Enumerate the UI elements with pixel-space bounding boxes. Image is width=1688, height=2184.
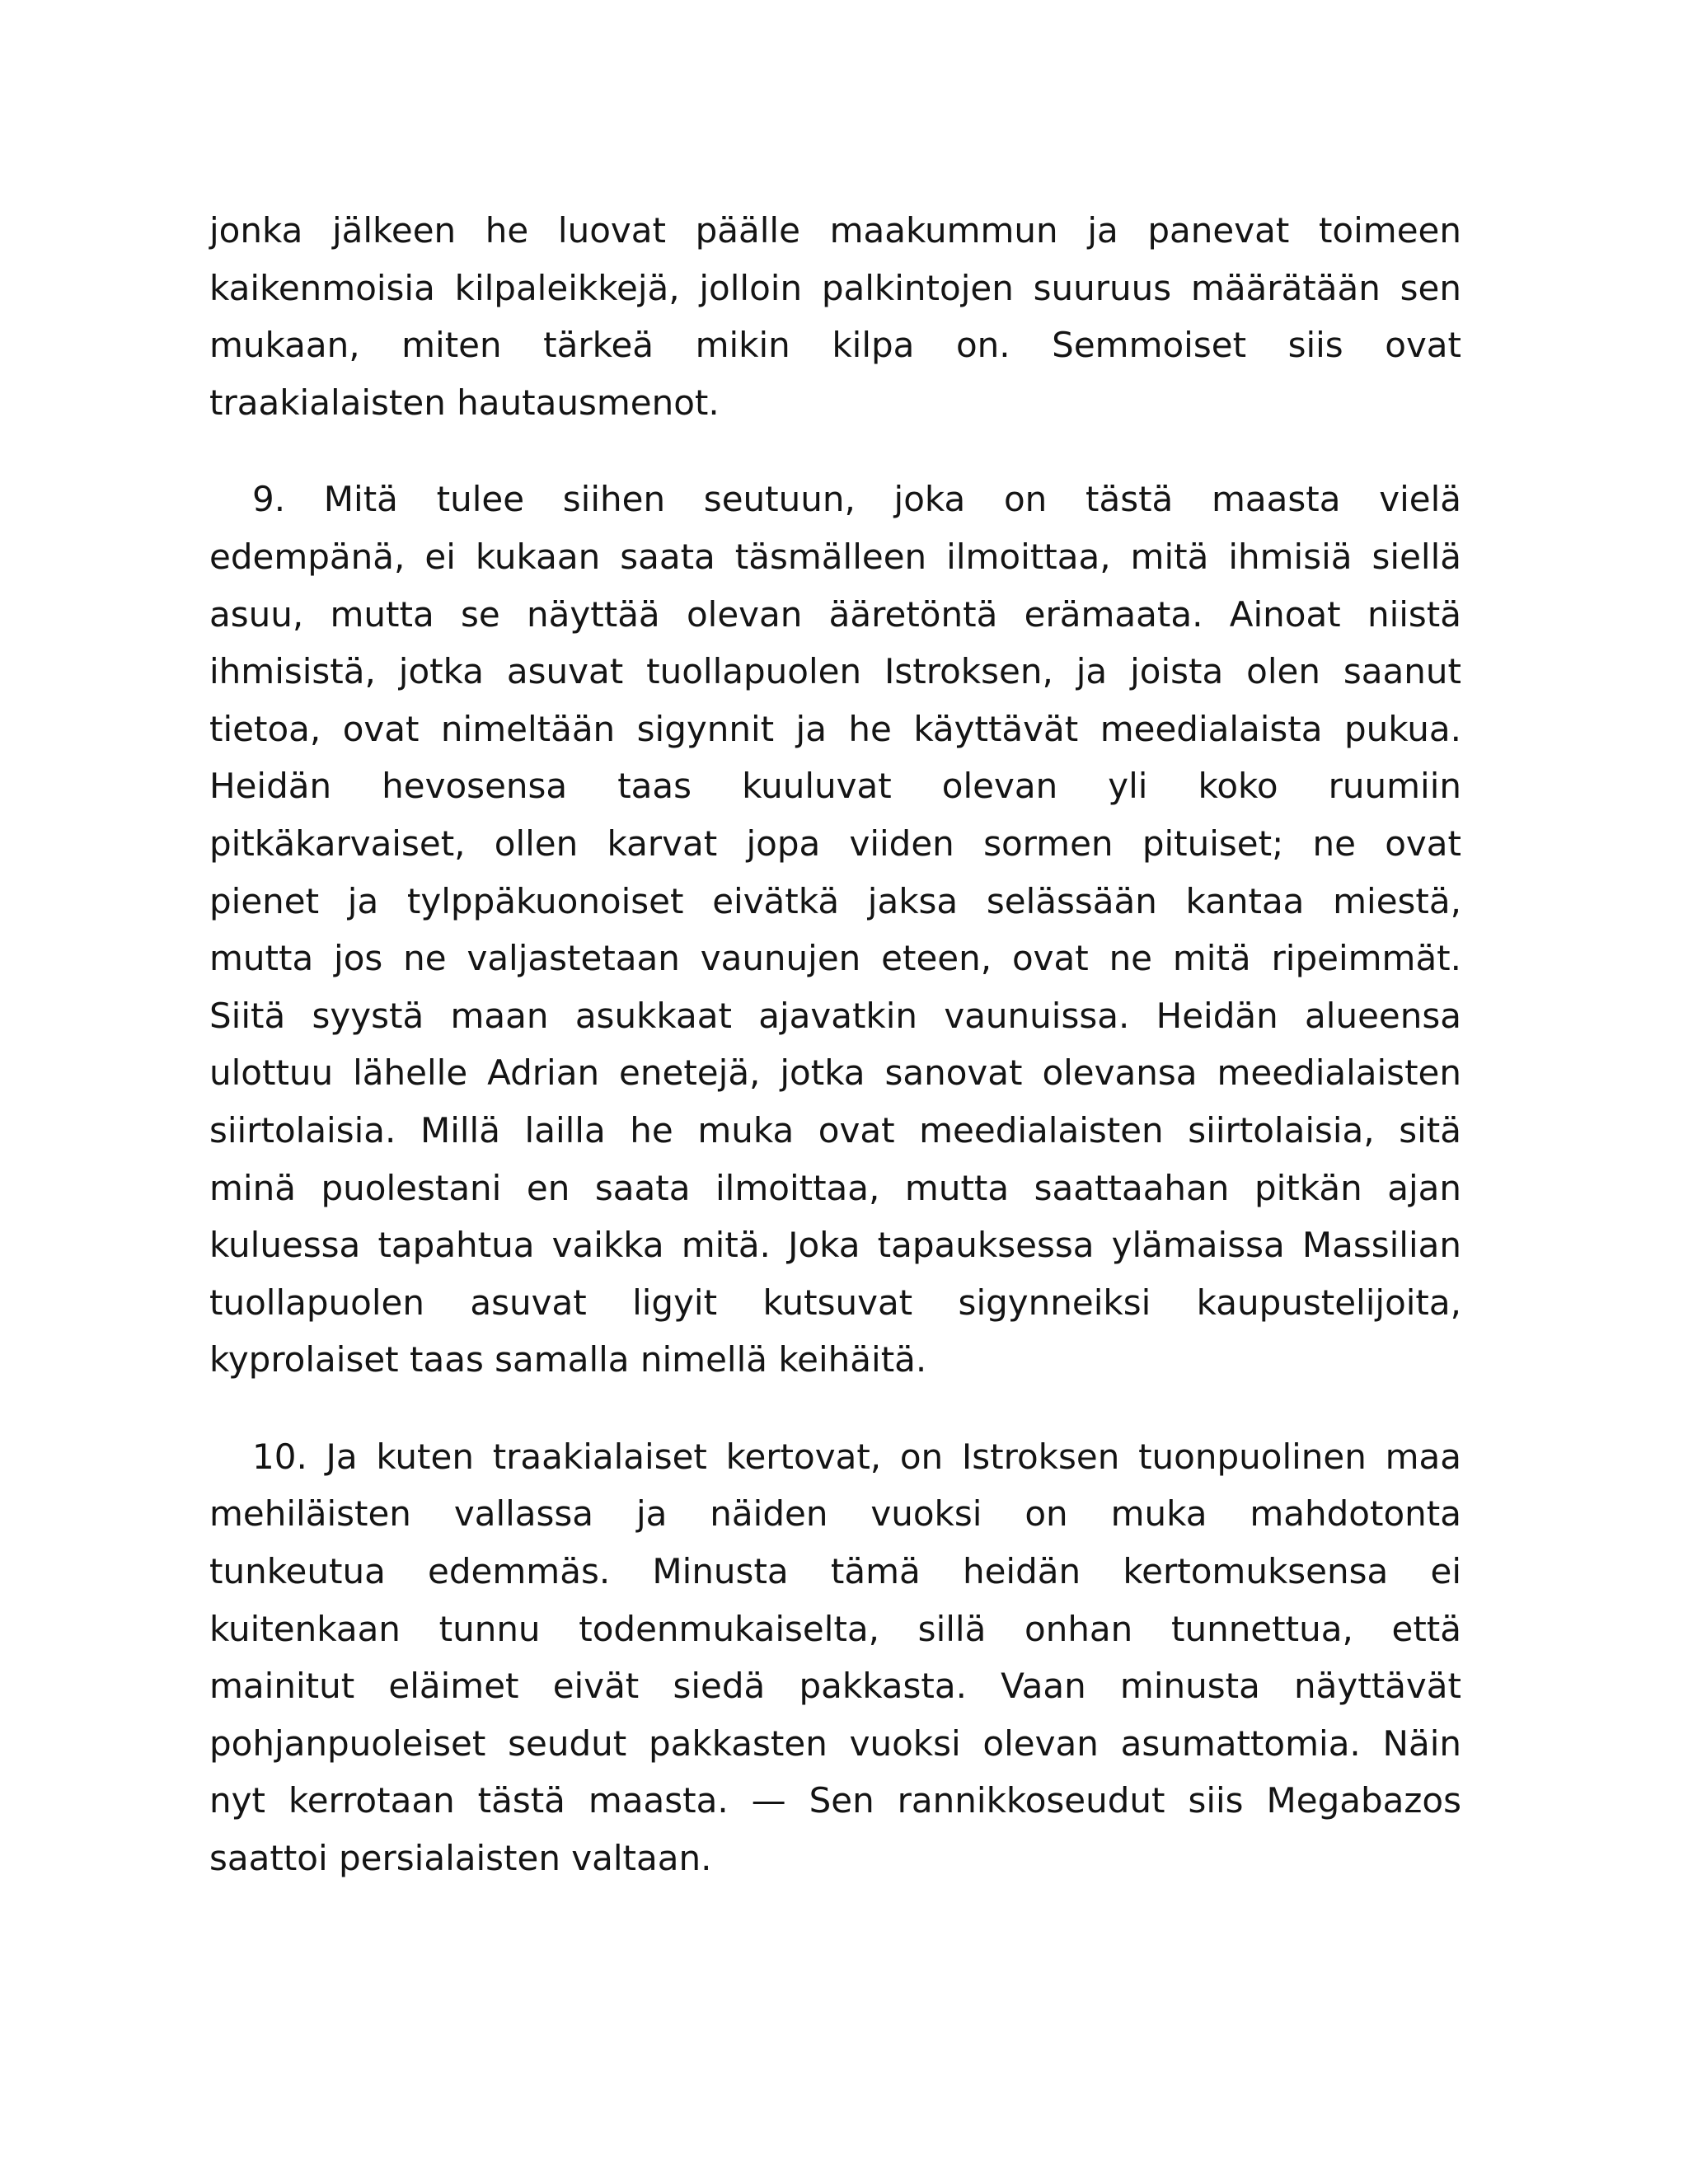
text-line: siirtolaisia. Millä lailla he muka ovat meedialaisten siirtolaisia, sitä <box>209 1109 1461 1151</box>
text-line: tietoa, ovat nimeltään sigynnit ja he käyttävät meedialaista pukua. <box>209 708 1461 749</box>
page-body-text <box>209 202 1461 1887</box>
text-line: mehiläisten vallassa ja näiden vuoksi on muka mahdotonta <box>209 1493 1461 1535</box>
text-line: minä puolestani en saata ilmoittaa, mutta saattaahan pitkän ajan <box>209 1167 1461 1208</box>
text-line: mutta jos ne valjastetaan vaunujen eteen, ovat ne mitä ripeimmät. <box>209 938 1461 979</box>
paragraph-continued <box>209 202 1461 431</box>
text-line: traakialaisten hautausmenot. <box>209 382 720 423</box>
text-line: pohjanpuoleiset seudut pakkasten vuoksi olevan asumattomia. Näin <box>209 1722 1461 1764</box>
text-line: Heidän hevosensa taas kuuluvat olevan yli koko ruumiin <box>209 766 1461 807</box>
text-line: tunkeutua edemmäs. Minusta tämä heidän kertomuksensa ei <box>209 1551 1461 1592</box>
paragraph-9 <box>209 471 1461 1389</box>
text-line: mainitut eläimet eivät siedä pakkasta. Vaan minusta näyttävät <box>209 1666 1461 1707</box>
text-line: edempänä, ei kukaan saata täsmälleen ilmoittaa, mitä ihmisiä siellä <box>209 536 1461 577</box>
text-line: tuollapuolen asuvat ligyit kutsuvat sigynneiksi kaupustelijoita, <box>209 1282 1461 1323</box>
text-line: 9. Mitä tulee siihen seutuun, joka on tästä maasta vielä <box>252 479 1461 520</box>
text-line: jonka jälkeen he luovat päälle maakummun ja panevat toimeen <box>209 210 1461 251</box>
text-line: 10. Ja kuten traakialaiset kertovat, on Istroksen tuonpuolinen maa <box>252 1436 1461 1477</box>
text-line: kyprolaiset taas samalla nimellä keihäitä. <box>209 1339 927 1380</box>
text-line: ihmisistä, jotka asuvat tuollapuolen Istroksen, ja joista olen saanut <box>209 651 1461 692</box>
text-line: pitkäkarvaiset, ollen karvat jopa viiden sormen pituiset; ne ovat <box>209 823 1461 864</box>
text-line: kuluessa tapahtua vaikka mitä. Joka tapauksessa ylämaissa Massilian <box>209 1225 1461 1266</box>
text-line: saattoi persialaisten valtaan. <box>209 1838 712 1879</box>
text-line: mukaan, miten tärkeä mikin kilpa on. Semmoiset siis ovat <box>209 325 1461 366</box>
text-line: kuitenkaan tunnu todenmukaiselta, sillä onhan tunnettua, että <box>209 1608 1461 1649</box>
text-line: pienet ja tylppäkuonoiset eivätkä jaksa selässään kantaa miestä, <box>209 880 1461 921</box>
text-line: kaikenmoisia kilpaleikkejä, jolloin palkintojen suuruus määrätään sen <box>209 267 1461 308</box>
text-line: Siitä syystä maan asukkaat ajavatkin vaunuissa. Heidän alueensa <box>209 995 1461 1036</box>
text-line: nyt kerrotaan tästä maasta. — Sen rannikkoseudut siis Megabazos <box>209 1780 1461 1821</box>
paragraph-10 <box>209 1428 1461 1887</box>
text-line: ulottuu lähelle Adrian enetejä, jotka sanovat olevansa meedialaisten <box>209 1052 1461 1094</box>
text-line: asuu, mutta se näyttää olevan ääretöntä erämaata. Ainoat niistä <box>209 593 1461 635</box>
